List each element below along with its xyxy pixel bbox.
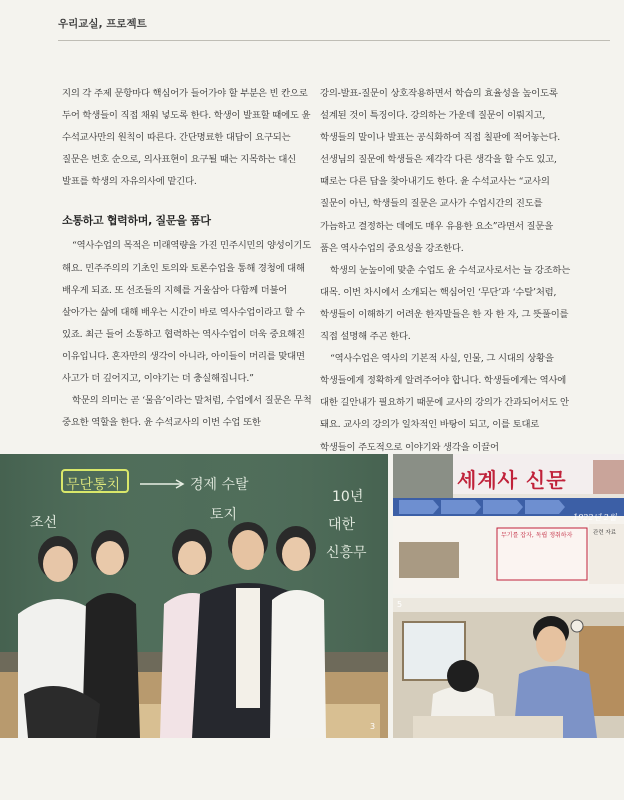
left-paragraph-2: “역사수업의 목적은 미래역량을 가진 민주시민의 양성이기도 해요. 민주주의의 기초인 토의와 토론수업을 통해 경청에 대해 배우게 되죠. 또 선조들의 지혜를 거울삼아 다함께 더불어 살아가는 삶에 대해 배우는 시간이 바로 역사수업이라고 할 수 있죠. 최근 들어 소통하고 협력하는 역사수업이 더욱 중요해진 이유입니다. 혼자만의 생각이 아니라, 아이들이 머리를 맞대면 사고가 더 깊어지고, 이야기는 더 충실해집니다.”	[62, 240, 312, 385]
section-label: 우리교실, 프로젝트	[58, 18, 147, 30]
photo-number-3: 3	[370, 722, 376, 731]
classroom-photo-image	[0, 454, 388, 738]
board-text-1: 무단통치	[66, 477, 121, 493]
left-column	[62, 83, 314, 434]
classroom-photo	[0, 454, 388, 738]
right-column	[320, 83, 572, 459]
newspaper-side-text: 관련 자료	[593, 530, 617, 536]
study-photo	[393, 598, 624, 738]
board-text-2: 경제 수탈	[190, 477, 249, 493]
page-header	[58, 10, 610, 46]
left-paragraph-1: 지의 각 주제 문항마다 핵심어가 들어가야 할 부분은 빈 칸으로 두어 학생들이 직접 채워 넣도록 한다. 학생이 발표할 때에도 윤 수석교사만의 원칙이 따른다. 간단명료한 대답이 요구되는 질문은 번호 순으로, 의사표현이 요구될 때는 지목하는 대신 발표를 학생의 자유의사에 맡긴다.	[62, 88, 311, 188]
newspaper-date: 1922년 2월	[573, 513, 617, 522]
subheading: 소통하고 협력하며, 질문을 품다	[62, 214, 211, 228]
board-text-4: 조선	[30, 515, 58, 531]
newspaper-title: 세계사 신문	[457, 468, 567, 492]
board-text-5: 10년	[332, 489, 364, 505]
left-paragraph-3: 학문의 의미는 곧 ‘물음’이라는 말처럼, 수업에서 질문은 무척 중요한 역할을 한다. 윤 수석교사의 이번 수업 또한	[62, 395, 312, 429]
board-text-7: 신흥무	[326, 545, 367, 561]
board-text-3: 토지	[210, 507, 238, 523]
right-paragraph-1: 강의-발표-질문이 상호작용하면서 학습의 효율성을 높이도록 설계된 것이 특징이다. 강의하는 가운데 질문이 이뤄지고, 학생들의 말이나 발표는 공식화하여 직접 칠판에 적어놓는다. 선생님의 질문에 학생들은 제각각 다른 생각을 할 수도 있고, 때로는 다른 답을 찾아내기도 한다. 윤 수석교사는 “교사의 질문이 아닌, 학생들의 질문은 교사가 수업시간의 진도를 가늠하고 결정하는 데에도 매우 유용한 요소”라면서 질문을 품은 역사수업의 중요성을 강조한다.	[320, 88, 561, 254]
newspaper-photo	[393, 454, 624, 594]
header-divider	[58, 40, 610, 41]
board-text-6: 대한	[328, 517, 356, 533]
study-photo-image	[393, 598, 624, 738]
photo-number-5: 5	[397, 600, 403, 609]
newspaper-box-text: 무기를 잡자, 독립 쟁취하자	[501, 532, 573, 539]
right-paragraph-2: 학생의 눈높이에 맞춘 수업도 윤 수석교사로서는 늘 강조하는 대목. 이번 차시에서 소개되는 핵심어인 ‘무단’과 ‘수탈’처럼, 학생들이 이해하기 어려운 한자말들은 한 자 한 자, 그 뜻풀이를 직접 설명해 주곤 한다.	[320, 264, 571, 343]
right-paragraph-3: “역사수업은 역사의 기본적 사실, 인물, 그 시대의 상황을 학생들에게 정확하게 알려주어야 합니다. 학생들에게는 역사에 대한 길안내가 필요하기 때문에 교사의 강의가 간과되어서도 안 돼요. 교사의 강의가 일차적인 바탕이 되고, 이를 토대로 학생들이 주도적으로 이야기와 생각을 이끌어	[320, 353, 569, 453]
